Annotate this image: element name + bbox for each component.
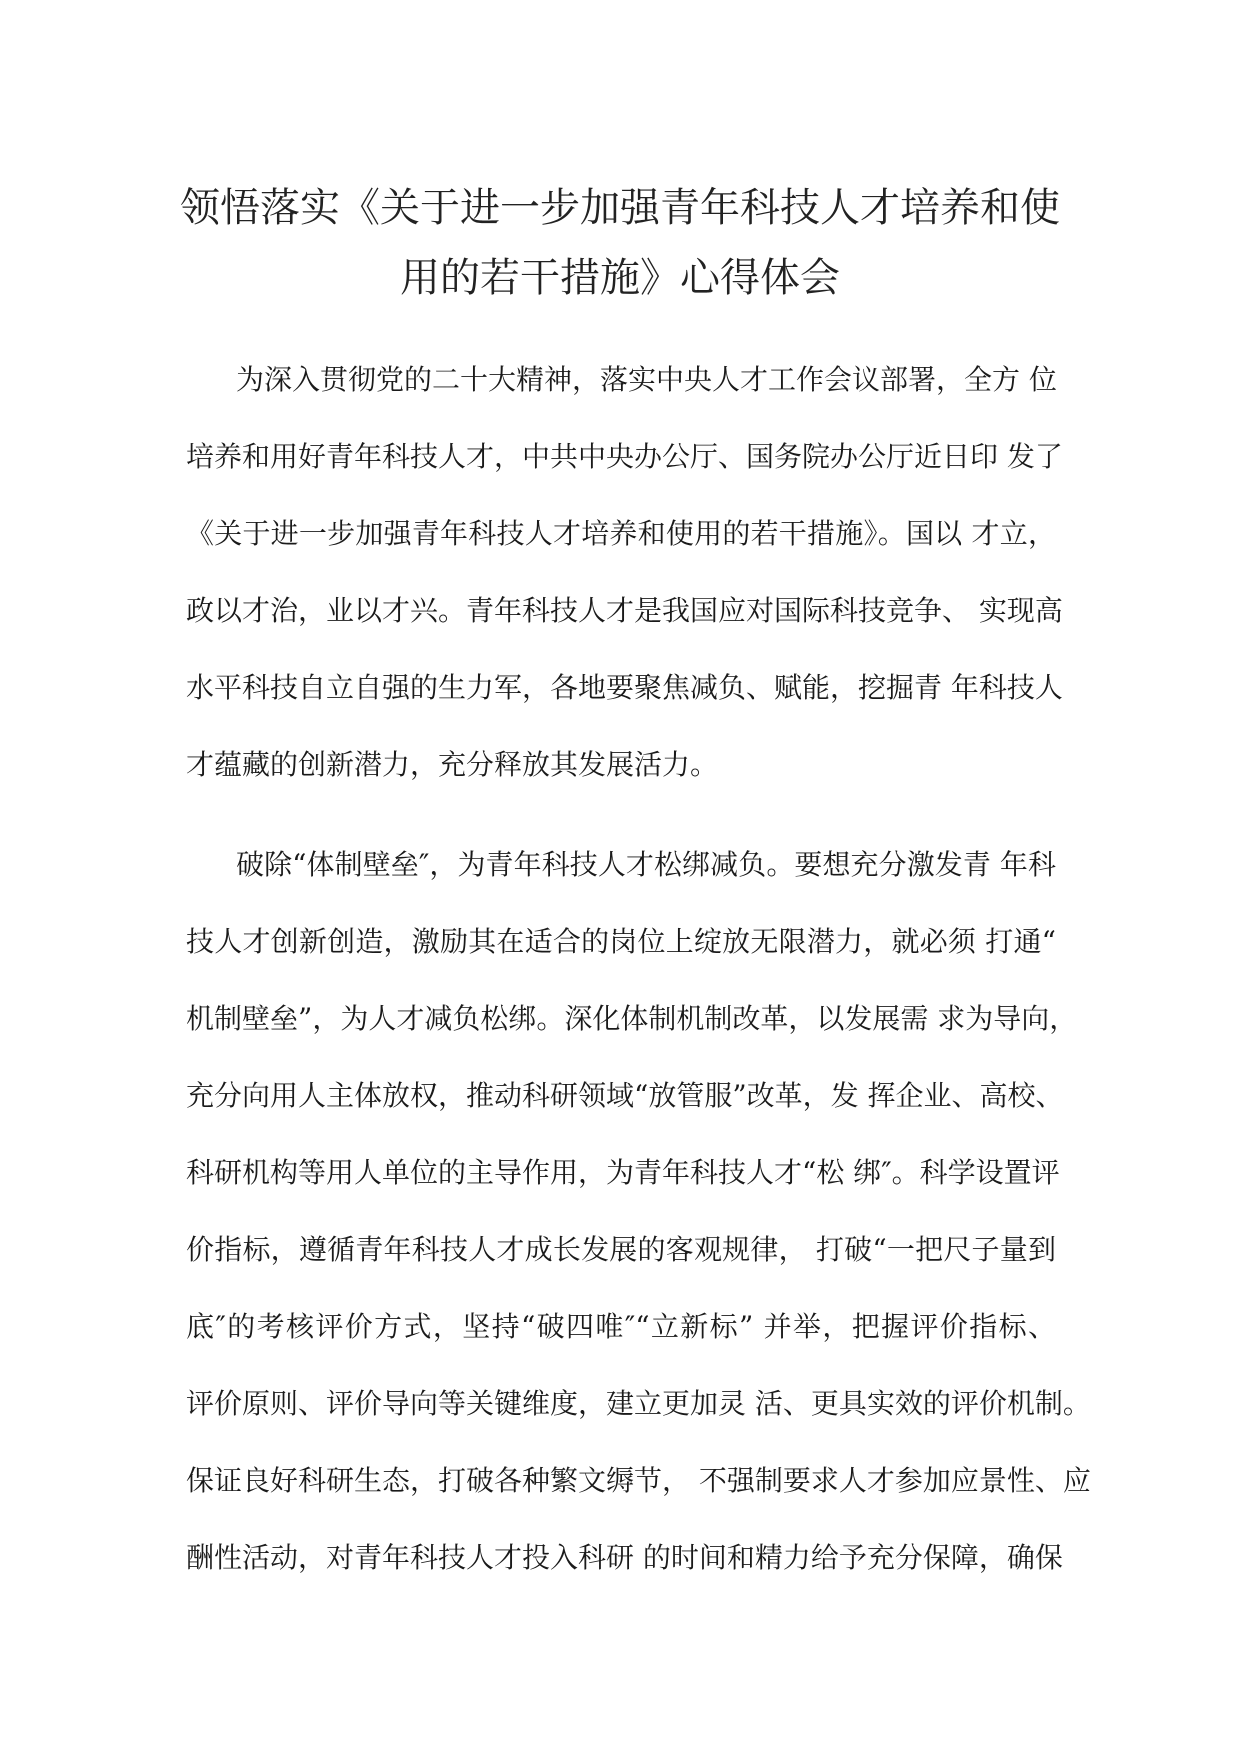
document-title-line-1: 领悟落实《关于进一步加强青年科技人才培养和使 (180, 185, 1060, 231)
paragraph-line: 价指标，遵循青年科技人才成长发展的客观规律， 打破“一把尺子量到 (186, 1233, 1056, 1266)
paragraph-line: 科研机构等用人单位的主导作用，为青年科技人才“松 绑″。科学设置评 (186, 1156, 1060, 1189)
paragraph-line: 培养和用好青年科技人才，中共中央办公厅、国务院办公厅近日印 发了 (186, 440, 1063, 473)
paragraph-line: 《关于进一步加强青年科技人才培养和使用的若干措施》。国以 才立， (186, 517, 1056, 550)
paragraph-line: 为深入贯彻党的二十大精神，落实中央人才工作会议部署，全方 位 (236, 363, 1057, 396)
paragraph-line: 充分向用人主体放权，推动科研领域“放管服”改革，发 挥企业、高校、 (186, 1079, 1064, 1112)
document-title-line-2: 用的若干措施》心得体会 (400, 255, 840, 301)
paragraph-line: 底″的考核评价方式，坚持“破四唯″“立新标” 并举，把握评价指标、 (186, 1310, 1056, 1343)
paragraph-line: 政以才治，业以才兴。青年科技人才是我国应对国际科技竞争、 实现高 (186, 594, 1063, 627)
paragraph-line: 评价原则、评价导向等关键维度，建立更加灵 活、更具实效的评价机制。 (186, 1387, 1091, 1420)
paragraph-line: 保证良好科研生态，打破各种繁文缛节， 不强制要求人才参加应景性、应 (186, 1464, 1091, 1497)
paragraph-line: 酬性活动，对青年科技人才投入科研 的时间和精力给予充分保障，确保 (186, 1541, 1063, 1574)
paragraph-line: 破除“体制壁垒″，为青年科技人才松绑减负。要想充分激发青 年科 (236, 848, 1056, 881)
paragraph-line: 水平科技自立自强的生力军，各地要聚焦减负、赋能，挖掘青 年科技人 (186, 671, 1063, 704)
paragraph-line: 才蕴藏的创新潜力，充分释放其发展活力。 (186, 748, 719, 781)
paragraph-line: 技人才创新创造，激励其在适合的岗位上绽放无限潜力，就必须 打通“ (186, 925, 1056, 958)
paragraph-line: 机制壁垒”，为人才减负松绑。深化体制机制改革，以发展需 求为导向， (186, 1002, 1078, 1035)
